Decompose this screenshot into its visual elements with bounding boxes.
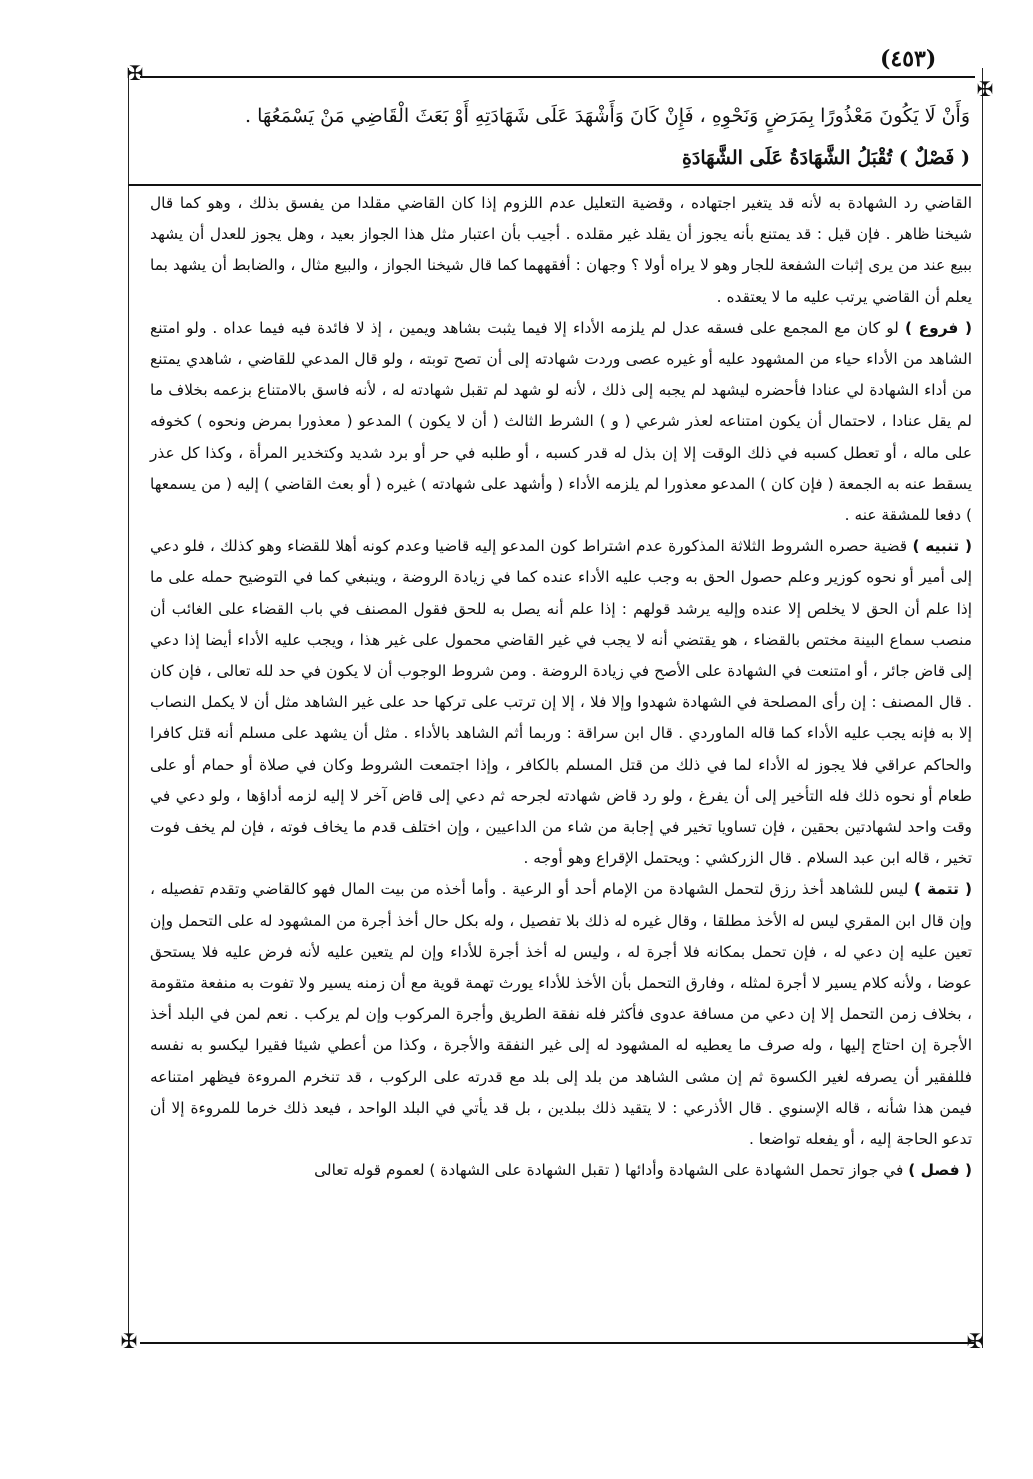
paragraph-text: قضية حصره الشروط الثلاثة المذكورة عدم اشتراط كون المدعو إليه قاضيا وعدم كونه أهلا للقضاء وهو كذلك ، فلو دعي إلى أمير أو نحوه كوزير وعلم حصول الحق به وجب عليه الأداء عنده كما في زيادة الروضة ، وينبغي كما في التوضيح حمله على ما إذا علم أن الحق لا يخلص إلا عنده وإليه يرشد قولهم : إذا علم أنه يصل به للحق فقول المصنف في باب القضاء على الغائب أن منصب سماع البينة مختص بالقضاء ، هو يقتضي أنه لا يجب في غير القاضي محمول على غير هذا ، ويجب عليه الأداء أيضا إذا دعي إلى قاض جائر ، أو امتنعت في الشهادة على الأصح في زيادة الروضة . ومن شروط الوجوب أن لا يكون في حد لله تعالى ، فإن كان . قال المصنف : إن رأى المصلحة في الشهادة شهدوا وإلا فلا ، إلا إن ترتب على تركها حد على غير الشاهد مثل أن لا يكمل النصاب إلا به فإنه يجب عليه الأداء كما قاله الماوردي . قال ابن سراقة : وربما أثم الشاهد بالأداء . مثل أن يشهد على مسلم أنه قتل كافرا والحاكم عراقي فلا يجوز له الأداء لما في ذلك من قتل المسلم بالكافر ، وإذا اجتمعت الشروط وكان في صلاة أو حمام أو على طعام أو نحوه ذلك فله التأخير إلى أن يفرغ ، ولو رد قاض شهادته لجرحه ثم دعي إلى قاض آخر لا إليه لزمه أداؤها ، ولو دعي في وقت واحد لشهادتين بحقين ، فإن تساويا تخير في إجابة من شاء من الداعيين ، وإن اختلف قدم ما يخاف فوته ، فإن لم يخف فوت تخير ، قاله ابن عبد السلام . قال الزركشي : ويحتمل الإقراع وهو أوجه . [150,537,972,868]
commentary-paragraph [150,874,972,1155]
main-text-divider [128,184,981,186]
paragraph-heading: ( تتمة ) [914,880,973,899]
section-heading: ( فَصْلٌ ) تُقْبَلُ الشَّهَادَةُ عَلَى الشَّهَادَةِ [681,147,970,169]
paragraph-text: لو كان مع المجمع على فسقه عدل لم يلزمه الأداء إلا فيما يثبت بشاهد ويمين ، إذ لا فائدة فيه فيما عداه . ولو امتنع الشاهد من الأداء حياء من المشهود عليه أو غيره عصى وردت شهادته إلى أن تصح توبته ، ولو قال المدعي للقاضي ، شاهدي يمتنع من أداء الشهادة لي عنادا فأحضره ليشهد لم يجبه إلى ذلك ، لأنه لو شهد لم تقبل شهادته له ، لأنه فاسق بالامتناع بزعمه بخلاف ما لم يقل عنادا ، لاحتمال أن يكون امتناعه لعذر شرعي ( و ) الشرط الثالث ( أن لا يكون ) المدعو ( معذورا بمرض ونحوه ) كخوفه على ماله ، أو تعطل كسبه في ذلك الوقت إلا إن بذل له قدر كسبه ، أو طلبه في حر أو برد شديد وكتخدير المرأة ، وكذا كل عذر يسقط عنه به الجمعة ( فإن كان ) المدعو معذورا لم يلزمه الأداء ( وأشهد على شهادته ) غيره ( أو بعث القاضي ) إليه ( من يسمعها ) دفعا للمشقة عنه . [150,318,972,525]
corner-ornament-icon: ✠ [120,1329,138,1353]
paragraph-text: في جواز تحمل الشهادة على الشهادة وأدائها ( تقبل الشهادة على الشهادة ) لعموم قوله تعالى [314,1161,904,1180]
main-text [150,100,970,174]
paragraph-heading: ( فصل ) [908,1161,972,1180]
top-rule [140,76,975,78]
page-number: (٤٥٣) [880,46,937,72]
commentary-paragraph [150,531,972,874]
commentary-paragraph [150,313,972,531]
corner-ornament-icon: ✠ [966,1329,984,1353]
paragraph-heading: ( فروع ) [904,318,972,337]
bottom-rule [140,1342,975,1344]
commentary-paragraph: القاضي رد الشهادة به لأنه قد يتغير اجتهاده ، وقضية التعليل عدم اللزوم إذا كان القاضي مقلدا من يفسق بذلك ، وهو كما قال شيخنا ظاهر . فإن قيل : قد يمتنع بأنه يجوز أن يقلد غير مقلده . أجيب بأن اعتبار مثل هذا الجواز بعيد ، وهل يجوز للعدل أن يشهد ببيع عند من يرى إثبات الشفعة للجار وهو لا يراه أولا ؟ وجهان : أفقههما كما قال شيخنا الجواز ، والبيع مثال ، والضابط أن يشهد بما يعلم أن القاضي يرتب عليه ما لا يعتقده . [150,194,972,306]
paragraph-heading: ( تنبيه ) [912,537,972,556]
corner-ornament-icon: ✠ [976,77,994,101]
main-text-line: وَأَنْ لَا يَكُونَ مَعْذُورًا بِمَرَضٍ وَنَحْوِهِ ، فَإِنْ كَانَ وَأَشْهَدَ عَلَى شَهَادَتِهِ أَوْ بَعَثَ الْقَاضِي مَنْ يَسْمَعُهَا . [245,105,970,127]
corner-ornament-icon: ✠ [126,61,144,85]
commentary [150,188,972,1187]
commentary-paragraph [150,1155,972,1186]
paragraph-text: ليس للشاهد أخذ رزق لتحمل الشهادة من الإمام أحد أو الرعية . وأما أخذه من بيت المال فهو كالقاضي وتقدم تفصيله ، وإن قال ابن المقري ليس له الأخذ مطلقا ، وقال غيره له ذلك بلا تفصيل ، وله بكل حال أخذ أجرة من المشهود له على التحمل وإن تعين عليه إن دعي له ، فإن تحمل بمكانه فلا أجرة له ، وليس له أخذ أجرة للأداء وإن لم يتعين عليه لأنه فرض عليه فلا يستحق عوضا ، ولأنه كلام يسير لا أجرة لمثله ، وفارق التحمل بأن الأخذ للأداء يورث تهمة قوية مع أن زمنه يسير ولا تفوت به منفعة متقومة ، بخلاف زمن التحمل إلا إن دعي من مسافة عدوى فأكثر فله نفقة الطريق وأجرة المركوب وإن لم يركب . نعم لمن في البلد أخذ الأجرة إن احتاج إليها ، وله صرف ما يعطيه له المشهود له إلى غير النفقة والأجرة ، وكذا من أعطي شيئا فقيرا ليكسو به نفسه فللفقير أن يصرفه لغير الكسوة ثم إن مشى الشاهد من بلد إلى بلد مع قدرته على الركوب ، قد تنخرم المروءة فيظهر امتناعه فيمن هذا شأنه ، قاله الإسنوي . قال الأذرعي : لا يتقيد ذلك ببلدين ، بل قد يأتي في البلد الواحد ، فيعد ذلك خرما للمروءة إلا أن تدعو الحاجة إليه ، أو يفعله تواضعا . [150,880,972,1149]
